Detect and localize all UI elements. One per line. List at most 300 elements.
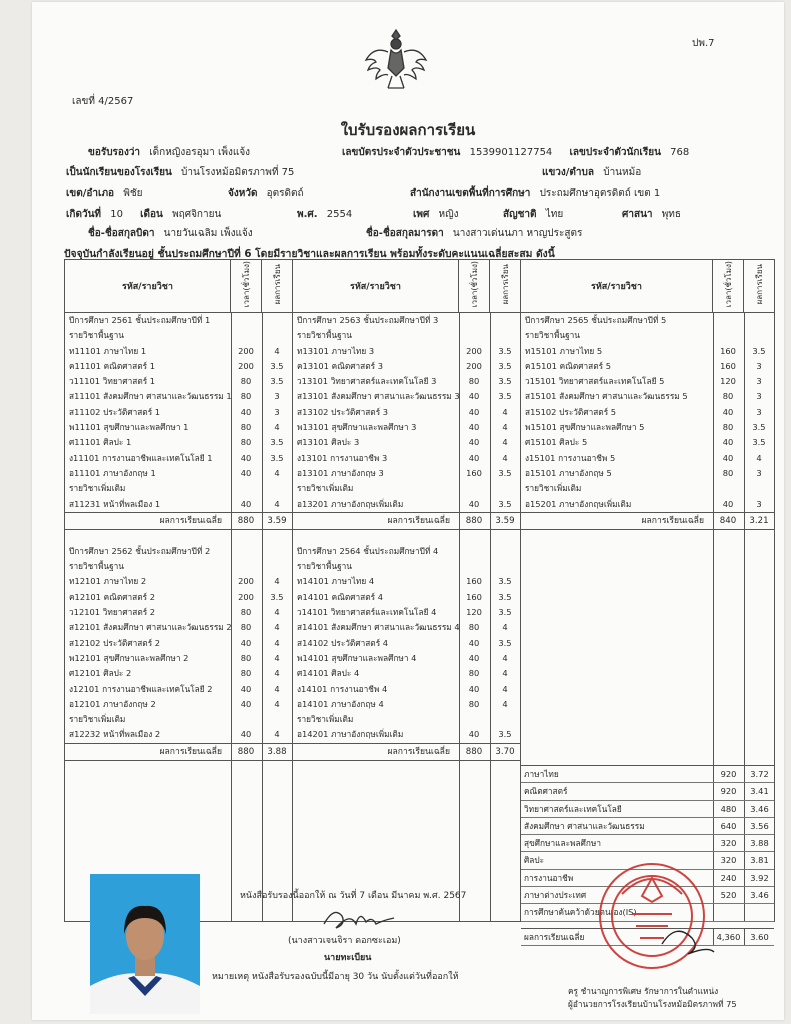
subject-row xyxy=(65,620,292,635)
subject-credits: 40 xyxy=(468,683,480,694)
subdistrict-value: บ้านหม้อ xyxy=(603,167,642,178)
subject-name: รายวิชาเพิ่มเติม xyxy=(69,483,126,494)
summary-grade: 3.41 xyxy=(744,783,774,799)
summary-row xyxy=(521,801,774,818)
office-value: ประถมศึกษาอุตรดิตถ์ เขต 1 xyxy=(539,188,661,199)
subject-row xyxy=(293,636,520,651)
subject-row xyxy=(521,466,774,481)
subject-name: ค13101 คณิตศาสตร์ 3 xyxy=(297,360,383,371)
subject-credits: 80 xyxy=(240,391,252,402)
subject-grade: 3.5 xyxy=(752,345,766,356)
gpa-credits: 880 xyxy=(237,746,255,757)
year-title: ปีการศึกษา 2563 ชั้นประถมศึกษาปีที่ 3 xyxy=(297,315,439,325)
province-value: อุตรดิตถ์ xyxy=(266,188,304,199)
father-label: ชื่อ-ชื่อสกุลบิดา xyxy=(88,228,155,239)
summary-subject: การศึกษาค้นคว้าด้วยตนเอง(IS) xyxy=(524,907,637,918)
grade-column-3 xyxy=(521,313,775,942)
grade-column-2 xyxy=(293,313,521,922)
subject-grade: 4 xyxy=(756,452,762,463)
subject-row xyxy=(293,682,520,697)
subject-row xyxy=(65,636,292,651)
summary-credits: 320 xyxy=(713,835,743,851)
student-id-label: เลขประจำตัวนักเรียน xyxy=(569,147,661,158)
subject-row xyxy=(521,359,774,374)
birth-day-label: เกิดวันที่ xyxy=(66,209,102,220)
subject-grade: 4 xyxy=(502,622,508,633)
subject-row xyxy=(293,651,520,666)
subject-row xyxy=(293,620,520,635)
subject-name: ท12101 ภาษาไทย 2 xyxy=(69,576,147,587)
subject-name: ส12101 สังคมศึกษา ศาสนาและวัฒนธรรม 2 xyxy=(69,622,232,633)
subject-row xyxy=(293,344,520,359)
subject-row xyxy=(293,605,520,620)
subject-credits: 40 xyxy=(468,406,480,417)
summary-subject: ศิลปะ xyxy=(524,855,545,866)
subject-row xyxy=(65,727,292,742)
registrar-signature xyxy=(318,900,408,934)
subject-name: ง15101 การงานอาชีพ 5 xyxy=(525,452,616,463)
subject-row xyxy=(293,389,520,404)
school-label: เป็นนักเรียนของโรงเรียน xyxy=(66,167,172,178)
subject-row xyxy=(293,727,520,742)
registrar-name: (นางสาวเจนจิรา ดอกซะเอม) xyxy=(288,936,401,946)
subject-grade: 4 xyxy=(274,467,280,478)
row-school xyxy=(66,165,294,180)
summary-credits: 480 xyxy=(713,801,743,817)
header-credits-1: เวลา(ชั่วโมง) xyxy=(231,260,262,313)
subject-grade: 3 xyxy=(756,391,762,402)
subject-name: อ15201 ภาษาอังกฤษเพิ่มเติม xyxy=(525,498,632,509)
subject-credits: 40 xyxy=(240,698,252,709)
subject-name: ท14101 ภาษาไทย 4 xyxy=(297,576,375,587)
subject-grade: 4 xyxy=(502,652,508,663)
subject-grade: 3 xyxy=(756,376,762,387)
subject-row xyxy=(293,466,520,481)
column-divider xyxy=(262,313,263,921)
subject-name: ว12101 วิทยาศาสตร์ 2 xyxy=(69,607,156,618)
subject-grade: 3 xyxy=(756,498,762,509)
director-prefix: ครู ชำนาญการพิเศษ รักษาการในตำแหน่ง xyxy=(568,986,719,996)
subject-name: ส14102 ประวัติศาสตร์ 4 xyxy=(297,637,389,648)
subject-row xyxy=(293,435,520,450)
subject-name: รายวิชาพื้นฐาน xyxy=(69,330,124,341)
row-sex xyxy=(413,207,459,222)
subject-credits: 80 xyxy=(240,652,252,663)
subject-grade: 3.5 xyxy=(270,437,284,448)
subject-name: ว13101 วิทยาศาสตร์และเทคโนโลยี 3 xyxy=(297,376,437,387)
subject-credits: 160 xyxy=(720,345,736,356)
subject-name: ส15102 ประวัติศาสตร์ 5 xyxy=(525,406,617,417)
summary-grade: 3.46 xyxy=(744,801,774,817)
subject-name: อ13201 ภาษาอังกฤษเพิ่มเติม xyxy=(297,498,404,509)
subject-credits: 40 xyxy=(468,452,480,463)
subject-row xyxy=(65,359,292,374)
subject-credits: 80 xyxy=(722,467,734,478)
subject-credits: 200 xyxy=(466,345,482,356)
subject-name: ส15101 สังคมศึกษา ศาสนาและวัฒนธรรม 5 xyxy=(525,391,688,402)
subject-name: พ12101 สุขศึกษาและพลศึกษา 2 xyxy=(69,652,189,663)
subject-name: ส11101 สังคมศึกษา ศาสนาและวัฒนธรรม 1 xyxy=(69,391,232,402)
year-block xyxy=(293,313,520,530)
subject-row xyxy=(65,451,292,466)
subject-credits: 40 xyxy=(240,498,252,509)
subject-row xyxy=(293,374,520,389)
year-block xyxy=(65,313,292,530)
subject-name: อ11101 ภาษาอังกฤษ 1 xyxy=(69,467,156,478)
summary-credits: 320 xyxy=(713,852,743,868)
subject-row xyxy=(521,374,774,389)
gpa-credits: 840 xyxy=(719,515,737,526)
subject-name: ว15101 วิทยาศาสตร์และเทคโนโลยี 5 xyxy=(525,376,665,387)
nationality-value: ไทย xyxy=(545,209,564,220)
gpa-credits: 880 xyxy=(237,515,255,526)
subject-row xyxy=(521,344,774,359)
gpa-label: ผลการเรียนเฉลี่ย xyxy=(387,746,450,757)
header-grade-1: ผลการเรียน xyxy=(262,260,293,313)
subject-credits: 40 xyxy=(468,652,480,663)
row-certify xyxy=(88,145,264,160)
summary-credits: 520 xyxy=(713,887,743,903)
subject-row xyxy=(293,590,520,605)
summary-subject: ผลการเรียนเฉลี่ย xyxy=(524,931,585,942)
religion-label: ศาสนา xyxy=(622,209,653,220)
mother-value: นางสาวเด่นนภา หาญประสูตร xyxy=(452,228,583,239)
summary-subject: การงานอาชีพ xyxy=(524,872,574,883)
subject-name: ว11101 วิทยาศาสตร์ 1 xyxy=(69,376,156,387)
table-header-row xyxy=(65,260,775,313)
subject-row xyxy=(65,559,292,574)
subject-credits: 80 xyxy=(722,422,734,433)
subject-row xyxy=(65,405,292,420)
subject-credits: 40 xyxy=(240,683,252,694)
subject-name: พ11101 สุขศึกษาและพลศึกษา 1 xyxy=(69,422,189,433)
summary-credits: 4,360 xyxy=(713,929,743,945)
subject-grade: 4 xyxy=(274,498,280,509)
subject-name: พ13101 สุขศึกษาและพลศึกษา 3 xyxy=(297,422,417,433)
subject-grade: 3.5 xyxy=(498,376,512,387)
sex-value: หญิง xyxy=(438,209,459,220)
subject-grade: 3.5 xyxy=(270,452,284,463)
subject-row xyxy=(65,605,292,620)
subject-credits: 40 xyxy=(722,498,734,509)
subject-row xyxy=(293,481,520,496)
subject-name: ส12102 ประวัติศาสตร์ 2 xyxy=(69,637,161,648)
gpa-value: 3.59 xyxy=(267,515,287,526)
subject-row xyxy=(65,651,292,666)
gpa-label: ผลการเรียนเฉลี่ย xyxy=(387,515,450,526)
father-value: นายวันเฉลิม เพ็งแจ้ง xyxy=(163,228,253,239)
subject-credits: 80 xyxy=(468,698,480,709)
subject-name: รายวิชาพื้นฐาน xyxy=(525,330,580,341)
summary-grade: 3.60 xyxy=(744,929,774,945)
subject-credits: 200 xyxy=(238,345,254,356)
certificate-page xyxy=(32,2,784,1020)
subject-credits: 40 xyxy=(468,422,480,433)
subject-name: ส12232 หน้าที่พลเมือง 2 xyxy=(69,729,161,740)
subject-credits: 80 xyxy=(468,376,480,387)
gpa-value: 3.21 xyxy=(749,515,769,526)
subject-name: ง11101 การงานอาชีพและเทคโนโลยี 1 xyxy=(69,452,213,463)
subject-name: ค15101 คณิตศาสตร์ 5 xyxy=(525,360,611,371)
subject-grade: 4 xyxy=(274,422,280,433)
subject-row xyxy=(65,574,292,589)
subject-name: ท11101 ภาษาไทย 1 xyxy=(69,345,147,356)
summary-credits: 920 xyxy=(713,766,743,782)
row-mother xyxy=(366,226,582,241)
gpa-value: 3.88 xyxy=(267,746,287,757)
mother-label: ชื่อ-ชื่อสกุลมารดา xyxy=(366,228,444,239)
column-divider xyxy=(490,313,491,921)
year-title: ปีการศึกษา 2562 ชั้นประถมศึกษาปีที่ 2 xyxy=(69,545,211,556)
subject-credits: 200 xyxy=(466,360,482,371)
grade-column-1 xyxy=(65,313,293,922)
subject-grade: 3 xyxy=(274,406,280,417)
subject-name: พ15101 สุขศึกษาและพลศึกษา 5 xyxy=(525,422,645,433)
subject-row xyxy=(65,374,292,389)
row-religion xyxy=(622,207,681,222)
subject-credits: 80 xyxy=(240,422,252,433)
subject-grade: 4 xyxy=(502,452,508,463)
gpa-row xyxy=(293,743,520,761)
subject-name: ว14101 วิทยาศาสตร์และเทคโนโลยี 4 xyxy=(297,607,437,618)
page-title: ใบรับรองผลการเรียน xyxy=(340,121,476,139)
registrar-title: นายทะเบียน xyxy=(324,953,372,963)
subject-grade: 3.5 xyxy=(498,591,512,602)
birth-month-value: พฤศจิกายน xyxy=(172,209,222,220)
subject-name: ส13101 สังคมศึกษา ศาสนาและวัฒนธรรม 3 xyxy=(297,391,460,402)
subject-credits: 40 xyxy=(240,452,252,463)
subject-row xyxy=(65,420,292,435)
subject-grade: 3 xyxy=(756,406,762,417)
summary-grade: 3.46 xyxy=(744,887,774,903)
subject-row xyxy=(293,497,520,512)
subject-credits: 80 xyxy=(240,607,252,618)
subject-grade: 4 xyxy=(502,698,508,709)
document-code: ปพ.7 xyxy=(692,38,715,49)
subject-row xyxy=(65,590,292,605)
row-subdistrict xyxy=(542,165,641,180)
subject-name: พ14101 สุขศึกษาและพลศึกษา 4 xyxy=(297,652,417,663)
subject-grade: 3.5 xyxy=(498,391,512,402)
subject-row xyxy=(65,481,292,496)
gpa-label: ผลการเรียนเฉลี่ย xyxy=(641,515,704,526)
subject-credits: 40 xyxy=(468,498,480,509)
subject-credits: 40 xyxy=(468,391,480,402)
subject-credits: 160 xyxy=(720,360,736,371)
school-value: บ้านโรงหม้อมิตรภาพที่ 75 xyxy=(181,167,295,178)
summary-row xyxy=(521,835,774,852)
document-number: เลขที่ 4/2567 xyxy=(72,96,134,107)
row-nationality xyxy=(503,207,563,222)
subject-name: ง13101 การงานอาชีพ 3 xyxy=(297,452,388,463)
director-line: ผู้อำนวยการโรงเรียนบ้านโรงหม้อมิตรภาพที่ 75 xyxy=(568,999,737,1009)
subject-credits: 80 xyxy=(722,391,734,402)
nationality-label: สัญชาติ xyxy=(503,209,537,220)
subject-name: ค11101 คณิตศาสตร์ 1 xyxy=(69,360,155,371)
year-title: ปีการศึกษา 2561 ชั้นประถมศึกษาปีที่ 1 xyxy=(69,315,211,325)
summary-row xyxy=(521,818,774,835)
subject-grade: 3.5 xyxy=(498,576,512,587)
subject-credits: 200 xyxy=(238,576,254,587)
subject-grade: 3.5 xyxy=(498,467,512,478)
subject-credits: 120 xyxy=(466,607,482,618)
subject-name: รายวิชาพื้นฐาน xyxy=(69,561,124,572)
header-subject-2: รหัส/รายวิชา xyxy=(293,260,459,313)
row-office xyxy=(410,186,660,201)
subject-name: ส14101 สังคมศึกษา ศาสนาและวัฒนธรรม 4 xyxy=(297,622,460,633)
subject-credits: 200 xyxy=(238,591,254,602)
subject-name: ง12101 การงานอาชีพและเทคโนโลยี 2 xyxy=(69,683,213,694)
subject-row xyxy=(521,451,774,466)
student-name: เด็กหญิงอรอุมา เพ็งแจ้ง xyxy=(149,147,251,158)
year-block xyxy=(293,544,520,761)
subject-name: ส13102 ประวัติศาสตร์ 3 xyxy=(297,406,389,417)
subject-row xyxy=(65,466,292,481)
summary-row xyxy=(521,783,774,800)
subject-name: ศ13101 ศิลปะ 3 xyxy=(297,437,360,448)
subject-credits: 40 xyxy=(240,467,252,478)
gpa-value: 3.59 xyxy=(495,515,515,526)
subject-row xyxy=(521,481,774,496)
summary-grade: 3.88 xyxy=(744,835,774,851)
summary-subject: คณิตศาสตร์ xyxy=(524,786,568,797)
subject-grade: 4 xyxy=(502,668,508,679)
subject-grade: 4 xyxy=(274,576,280,587)
subject-grade: 4 xyxy=(274,729,280,740)
subject-name: ง14101 การงานอาชีพ 4 xyxy=(297,683,388,694)
subject-grade: 3 xyxy=(756,360,762,371)
summary-subject: สังคมศึกษา ศาสนาและวัฒนธรรม xyxy=(524,820,645,831)
subject-row xyxy=(293,420,520,435)
subject-name: ศ11101 ศิลปะ 1 xyxy=(69,437,132,448)
subject-credits: 80 xyxy=(468,622,480,633)
header-credits-3: เวลา(ชั่วโมง) xyxy=(713,260,744,313)
subject-row xyxy=(65,344,292,359)
gpa-label: ผลการเรียนเฉลี่ย xyxy=(159,746,222,757)
summary-grade: 3.81 xyxy=(744,852,774,868)
subject-grade: 3.5 xyxy=(270,360,284,371)
subject-row xyxy=(293,451,520,466)
subject-name: รายวิชาเพิ่มเติม xyxy=(525,483,582,494)
gpa-row xyxy=(293,512,520,530)
subject-credits: 40 xyxy=(468,729,480,740)
subject-grade: 3.5 xyxy=(270,591,284,602)
subject-grade: 4 xyxy=(502,422,508,433)
birth-year-label: พ.ศ. xyxy=(297,209,318,220)
subject-name: ท15101 ภาษาไทย 5 xyxy=(525,345,603,356)
header-credits-2: เวลา(ชั่วโมง) xyxy=(459,260,490,313)
subject-credits: 40 xyxy=(240,729,252,740)
subject-row xyxy=(65,497,292,512)
subject-row xyxy=(293,574,520,589)
school-seal-stamp xyxy=(592,854,732,984)
summary-subject: ภาษาไทย xyxy=(524,769,559,779)
subject-name: ค14101 คณิตศาสตร์ 4 xyxy=(297,591,383,602)
subject-row xyxy=(65,328,292,343)
subject-row xyxy=(521,497,774,512)
subject-name: รายวิชาพื้นฐาน xyxy=(297,561,352,572)
summary-row xyxy=(521,766,774,783)
subject-row xyxy=(65,389,292,404)
subject-name: อ14201 ภาษาอังกฤษเพิ่มเติม xyxy=(297,729,404,740)
issued-line: หนังสือรับรองนี้ออกให้ ณ วันที่ 7 เดือน มีนาคม พ.ศ. 2567 xyxy=(240,891,467,901)
year-title: ปีการศึกษา 2565 ชั้นประถมศึกษาปีที่ 5 xyxy=(525,315,667,325)
header-subject-1: รหัส/รายวิชา xyxy=(65,260,231,313)
row-father xyxy=(88,226,253,241)
subject-row xyxy=(293,712,520,727)
subject-grade: 4 xyxy=(274,345,280,356)
summary-credits: 920 xyxy=(713,783,743,799)
row-district xyxy=(66,186,142,201)
subject-name: ส11102 ประวัติศาสตร์ 1 xyxy=(69,406,161,417)
subject-grade: 4 xyxy=(274,668,280,679)
subject-row xyxy=(293,405,520,420)
subject-row xyxy=(521,420,774,435)
subject-credits: 120 xyxy=(720,376,736,387)
certify-label: ขอรับรองว่า xyxy=(88,147,141,158)
subject-grade: 4 xyxy=(274,652,280,663)
subject-name: อ14101 ภาษาอังกฤษ 4 xyxy=(297,698,384,709)
gpa-row xyxy=(65,743,292,761)
subject-grade: 4 xyxy=(274,637,280,648)
summary-grade: 3.72 xyxy=(744,766,774,782)
sex-label: เพศ xyxy=(413,209,430,220)
gpa-value: 3.70 xyxy=(495,746,515,757)
subject-credits: 40 xyxy=(240,637,252,648)
subject-grade: 4 xyxy=(502,683,508,694)
year-title: ปีการศึกษา 2564 ชั้นประถมศึกษาปีที่ 4 xyxy=(297,545,439,556)
subject-grade: 3.5 xyxy=(498,345,512,356)
summary-subject: ภาษาต่างประเทศ xyxy=(524,890,587,901)
row-province xyxy=(228,186,304,201)
subject-credits: 160 xyxy=(466,467,482,478)
office-label: สำนักงานเขตพื้นที่การศึกษา xyxy=(410,188,531,199)
subject-grade: 3 xyxy=(274,391,280,402)
subject-credits: 40 xyxy=(722,452,734,463)
summary-grade: 3.56 xyxy=(744,818,774,834)
subject-grade: 4 xyxy=(274,622,280,633)
gpa-credits: 880 xyxy=(465,515,483,526)
subject-grade: 3.5 xyxy=(498,498,512,509)
subject-name: รายวิชาเพิ่มเติม xyxy=(297,714,354,725)
subject-name: ส11231 หน้าที่พลเมือง 1 xyxy=(69,498,161,509)
summary-grade: 3.92 xyxy=(744,870,774,886)
birth-day-value: 10 xyxy=(110,209,123,220)
header-grade-3: ผลการเรียน xyxy=(744,260,775,313)
column-divider xyxy=(231,313,232,921)
subject-grade: 3.5 xyxy=(498,607,512,618)
subject-name: รายวิชาเพิ่มเติม xyxy=(69,714,126,725)
subject-grade: 4 xyxy=(502,437,508,448)
validity-note: หมายเหตุ หนังสือรับรองฉบับนี้มีอายุ 30 วัน นับตั้งแต่วันที่ออกให้ xyxy=(212,972,459,982)
subject-credits: 80 xyxy=(240,668,252,679)
district-label: เขต/อำเภอ xyxy=(66,188,115,199)
row-id xyxy=(342,145,689,160)
subject-row xyxy=(65,712,292,727)
header-subject-3: รหัส/รายวิชา xyxy=(521,260,713,313)
gpa-credits: 880 xyxy=(465,746,483,757)
subject-row xyxy=(293,328,520,343)
subject-name: อ12101 ภาษาอังกฤษ 2 xyxy=(69,698,156,709)
student-id-value: 768 xyxy=(670,147,690,158)
subject-name: รายวิชาเพิ่มเติม xyxy=(297,483,354,494)
subject-grade: 3.5 xyxy=(498,360,512,371)
subject-name: รายวิชาพื้นฐาน xyxy=(297,330,352,341)
id-value: 1539901127754 xyxy=(469,147,553,158)
province-label: จังหวัด xyxy=(228,188,258,199)
subject-row xyxy=(521,328,774,343)
summary-credits: 240 xyxy=(713,870,743,886)
